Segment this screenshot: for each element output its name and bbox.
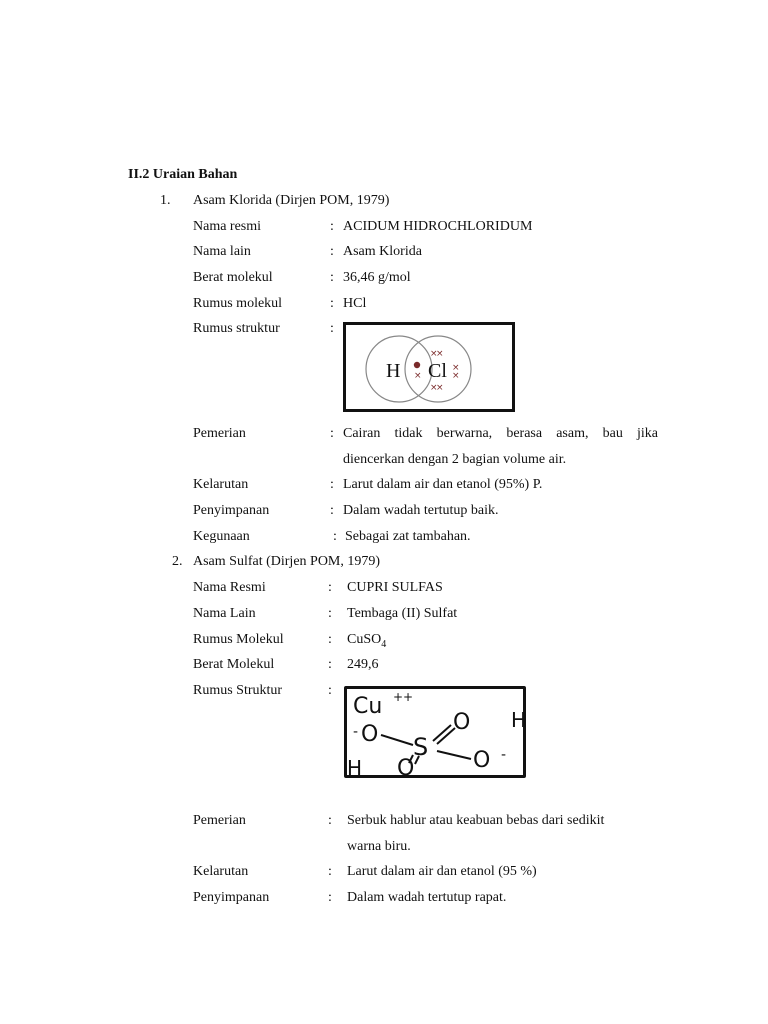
prop-separator: : (330, 244, 334, 259)
prop-separator: : (328, 864, 332, 879)
prop-separator: : (330, 477, 334, 492)
shared-electron-dot (414, 362, 420, 368)
formula-text: CuSO (347, 632, 382, 647)
prop-value: Asam Klorida (343, 244, 422, 259)
prop-label: Rumus Molekul (193, 632, 284, 647)
oxygen-label: O (473, 748, 491, 773)
prop-separator: : (328, 657, 332, 672)
prop-label: Pemerian (193, 426, 246, 441)
prop-value: 36,46 g/mol (343, 270, 411, 285)
hydrogen-label: H (511, 708, 527, 732)
prop-separator: : (330, 321, 334, 336)
item-heading: Asam Klorida (Dirjen POM, 1979) (193, 193, 390, 208)
formula-subscript: 4 (381, 638, 387, 650)
prop-separator: : (330, 503, 334, 518)
electron-cross: × (436, 349, 444, 359)
electron-cross: × (430, 349, 438, 359)
prop-label: Penyimpanan (193, 503, 270, 518)
prop-separator: : (328, 580, 332, 595)
electron-cross: × (436, 383, 444, 393)
prop-value (347, 631, 386, 654)
prop-value: Dalam wadah tertutup rapat. (347, 890, 507, 905)
prop-value: Larut dalam air dan etanol (95 %) (347, 864, 537, 879)
charge-minus: - (501, 747, 507, 763)
prop-separator: : (328, 683, 332, 698)
electron-cross: × (452, 371, 460, 381)
prop-label: Nama Lain (193, 606, 256, 621)
prop-value: Tembaga (II) Sulfat (347, 606, 458, 621)
atom-h-label: H (386, 360, 401, 382)
prop-separator: : (330, 219, 334, 234)
section-title: II.2 Uraian Bahan (128, 167, 238, 182)
electron-cross: × (452, 363, 460, 373)
oxygen-label: O (397, 756, 415, 781)
prop-label: Kelarutan (193, 477, 249, 492)
prop-label: Penyimpanan (193, 890, 270, 905)
prop-value: Dalam wadah tertutup baik. (343, 503, 499, 518)
prop-value: Serbuk hablur atau keabuan bebas dari sedikit (347, 813, 605, 828)
prop-label: Pemerian (193, 813, 246, 828)
prop-label: Kelarutan (193, 864, 249, 879)
prop-separator: : (330, 296, 334, 311)
prop-value: 249,6 (347, 657, 379, 672)
prop-label: Nama Resmi (193, 580, 266, 595)
prop-value: Larut dalam air dan etanol (95%) P. (343, 477, 543, 492)
prop-label: Nama resmi (193, 219, 262, 234)
prop-label: Berat Molekul (193, 657, 275, 672)
prop-separator: : (328, 890, 332, 905)
sulfur-label: S (413, 733, 429, 761)
item-number: 2. (172, 554, 183, 569)
prop-label: Rumus molekul (193, 296, 283, 311)
prop-label: Rumus struktur (193, 321, 280, 336)
prop-separator: : (328, 632, 332, 647)
item-heading: Asam Sulfat (Dirjen POM, 1979) (193, 554, 381, 569)
prop-value: CUPRI SULFAS (347, 580, 443, 595)
prop-value-continued: warna biru. (347, 839, 411, 854)
cation-cu-label: Cu (353, 694, 383, 719)
charge-minus: - (353, 724, 359, 740)
electron-cross: × (430, 383, 438, 393)
atom-cl-label: Cl (428, 360, 447, 382)
hcl-structure-figure (343, 322, 515, 412)
hydrogen-label: H (347, 756, 363, 780)
prop-label: Nama lain (193, 244, 251, 259)
prop-separator: : (328, 606, 332, 621)
prop-value: HCl (343, 296, 367, 311)
prop-value: Sebagai zat tambahan. (345, 529, 471, 544)
cuso4-structure-figure (344, 686, 527, 781)
prop-value: ACIDUM HIDROCHLORIDUM (343, 219, 533, 234)
oxygen-label: O (453, 710, 471, 735)
prop-label: Berat molekul (193, 270, 273, 285)
prop-separator: : (330, 426, 334, 441)
prop-separator: : (330, 270, 334, 285)
electron-cross: × (414, 371, 422, 381)
prop-value: Cairan tidak berwarna, berasa asam, bau jika (343, 426, 658, 441)
prop-value-continued: diencerkan dengan 2 bagian volume air. (343, 452, 567, 467)
prop-label: Rumus Struktur (193, 683, 283, 698)
prop-separator: : (333, 529, 337, 544)
oxygen-label: O (361, 722, 379, 747)
prop-label: Kegunaan (193, 529, 250, 544)
prop-separator: : (328, 813, 332, 828)
cation-charge: ++ (393, 690, 414, 704)
item-number: 1. (160, 193, 171, 208)
